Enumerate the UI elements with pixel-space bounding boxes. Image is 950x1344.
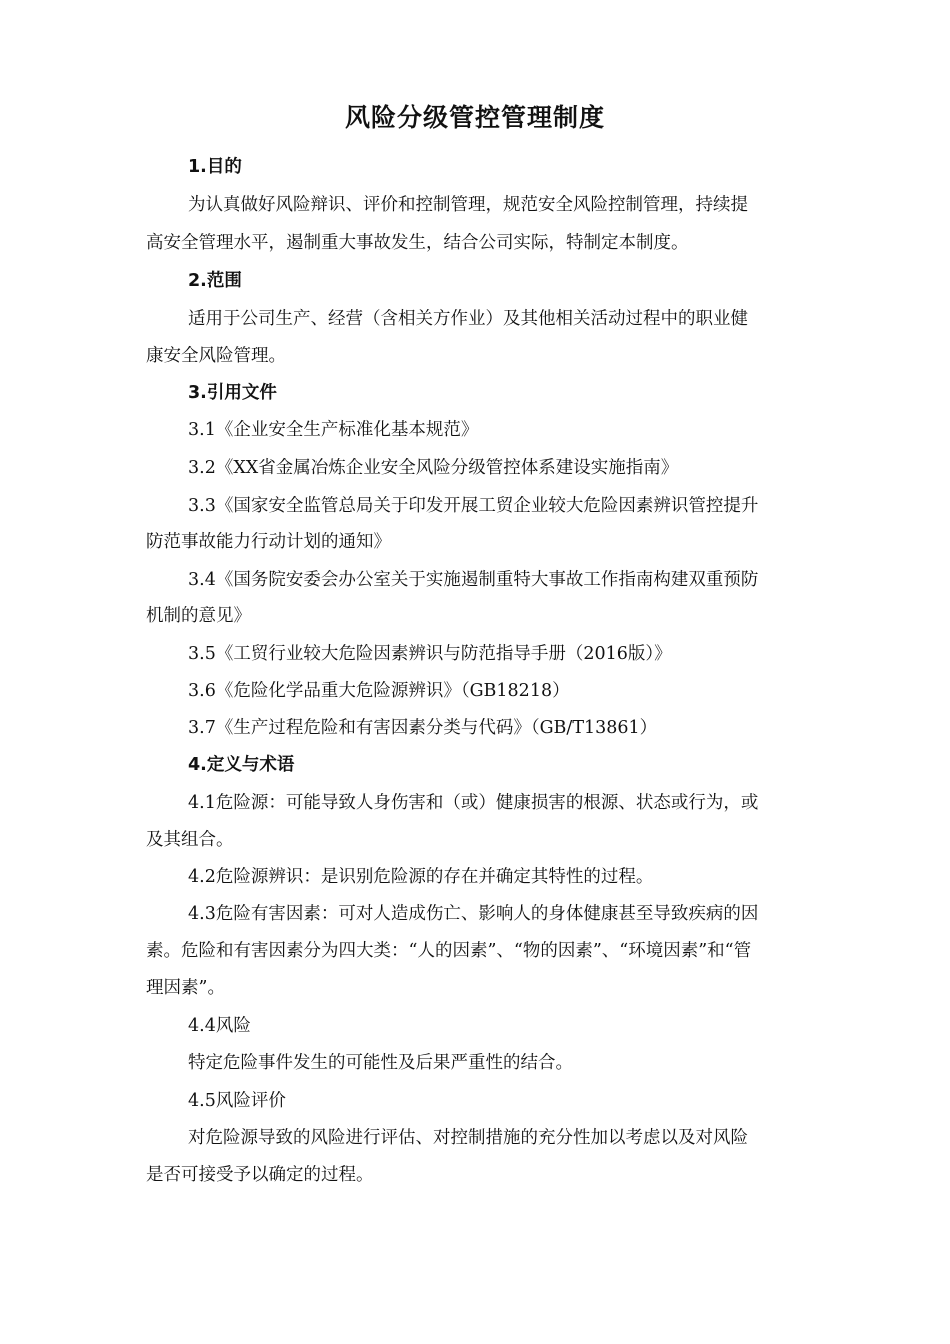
definition-harmful-factors-line-2: 素。危险和有害因素分为四大类：“人的因素”、“物的因素”、“环境因素”和“管 xyxy=(146,941,752,961)
reference-item-continued: 防范事故能力行动计划的通知》 xyxy=(146,532,391,552)
definition-risk-assessment-title: 4.5风险评价 xyxy=(188,1091,286,1111)
definition-harmful-factors-line-3: 理因素”。 xyxy=(146,978,225,998)
reference-item: 3.3《国家安全监管总局关于印发开展工贸企业较大危险因素辨识管控提升 xyxy=(188,496,759,516)
reference-item: 3.1《企业安全生产标准化基本规范》 xyxy=(188,420,479,440)
definition-risk-assessment-line-2: 是否可接受予以确定的过程。 xyxy=(146,1165,374,1185)
reference-item-continued: 机制的意见》 xyxy=(146,606,251,626)
definition-risk-title: 4.4风险 xyxy=(188,1016,251,1036)
reference-item: 3.7《生产过程危险和有害因素分类与代码》（GB/T13861） xyxy=(188,718,658,738)
document-title: 风险分级管控管理制度 xyxy=(344,103,605,132)
scope-text-line-2: 康安全风险管理。 xyxy=(146,346,286,366)
definition-risk-assessment-line-1: 对危险源导致的风险进行评估、对控制措施的充分性加以考虑以及对风险 xyxy=(188,1128,748,1148)
purpose-text-line-1: 为认真做好风险辩识、评价和控制管理，规范安全风险控制管理，持续提 xyxy=(188,195,748,215)
reference-item: 3.6《危险化学品重大危险源辨识》（GB18218） xyxy=(188,681,570,701)
definition-hazard-identification: 4.2危险源辨识：是识别危险源的存在并确定其特性的过程。 xyxy=(188,867,654,887)
definition-hazard-line-1: 4.1危险源：可能导致人身伤害和（或）健康损害的根源、状态或行为，或 xyxy=(188,793,759,813)
heading-scope: 2.范围 xyxy=(188,271,242,291)
reference-item: 3.2《XX省金属冶炼企业安全风险分级管控体系建设实施指南》 xyxy=(188,458,679,478)
purpose-text-line-2: 高安全管理水平，遏制重大事故发生，结合公司实际，特制定本制度。 xyxy=(146,233,689,253)
definition-hazard-line-2: 及其组合。 xyxy=(146,830,234,850)
definition-risk-text: 特定危险事件发生的可能性及后果严重性的结合。 xyxy=(188,1053,573,1073)
reference-item: 3.4《国务院安委会办公室关于实施遏制重特大事故工作指南构建双重预防 xyxy=(188,570,759,590)
heading-purpose: 1.目的 xyxy=(188,157,242,177)
definition-harmful-factors-line-1: 4.3危险有害因素：可对人造成伤亡、影响人的身体健康甚至导致疾病的因 xyxy=(188,904,759,924)
heading-references: 3.引用文件 xyxy=(188,383,277,403)
scope-text-line-1: 适用于公司生产、经营（含相关方作业）及其他相关活动过程中的职业健 xyxy=(188,309,748,329)
heading-definitions: 4.定义与术语 xyxy=(188,755,295,775)
reference-item: 3.5《工贸行业较大危险因素辨识与防范指导手册（2016版）》 xyxy=(188,644,672,664)
